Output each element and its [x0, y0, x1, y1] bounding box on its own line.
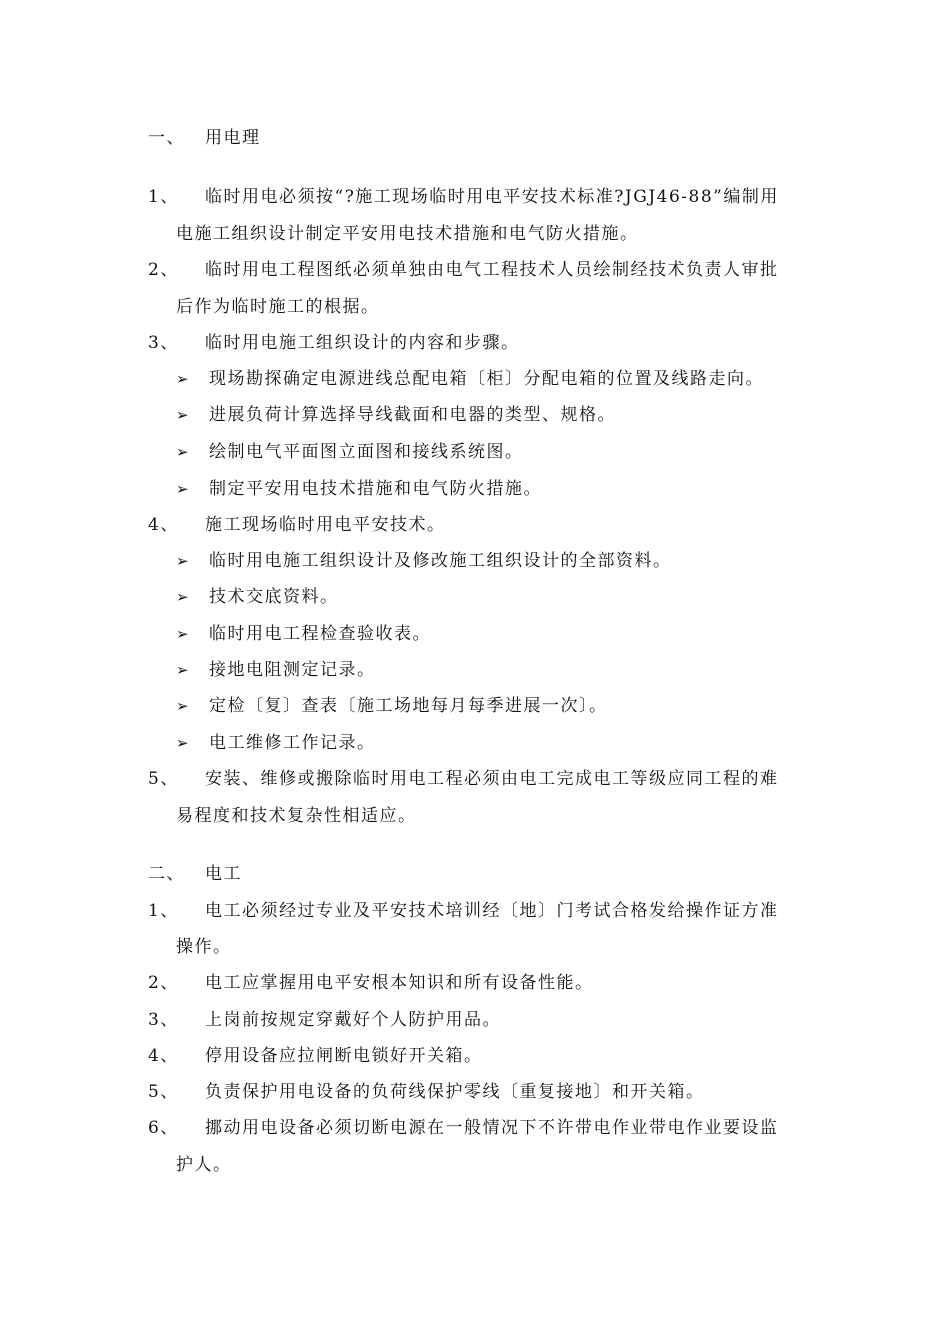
section-1-number: 一、	[148, 128, 185, 148]
arrow-bullet-icon: ➢	[176, 625, 191, 643]
item-text: 施工现场临时用电平安技术。	[205, 515, 446, 535]
arrow-bullet-icon: ➢	[176, 480, 191, 498]
bullet-text: 现场勘探确定电源进线总配电箱〔柜〕分配电箱的位置及线路走向。	[209, 369, 764, 389]
section-2-title: 电工	[205, 864, 242, 884]
arrow-bullet-icon: ➢	[176, 697, 191, 715]
item-number: 4、	[148, 1046, 179, 1066]
arrow-bullet-icon: ➢	[176, 370, 191, 388]
item-number: 5、	[148, 769, 179, 789]
arrow-bullet-icon: ➢	[176, 734, 191, 752]
bullet-text: 技术交底资料。	[209, 587, 339, 607]
item-number: 3、	[148, 333, 179, 353]
arrow-bullet-icon: ➢	[176, 552, 191, 570]
item-text: 易程度和技术复杂性相适应。	[176, 806, 417, 826]
item-text: 安装、维修或搬除临时用电工程必须由电工完成电工等级应同工程的难	[205, 769, 779, 789]
bullet-text: 临时用电施工组织设计及修改施工组织设计的全部资料。	[209, 551, 672, 571]
item-text: 停用设备应拉闸断电锁好开关箱。	[205, 1046, 483, 1066]
item-text: 电工必须经过专业及平安技术培训经〔地〕门考试合格发给操作证方准	[205, 901, 779, 921]
arrow-bullet-icon: ➢	[176, 588, 191, 606]
item-number: 5、	[148, 1082, 179, 1102]
item-text: 上岗前按规定穿戴好个人防护用品。	[205, 1010, 501, 1030]
arrow-bullet-icon: ➢	[176, 443, 191, 461]
bullet-text: 绘制电气平面图立面图和接线系统图。	[209, 442, 524, 462]
item-text: 挪动用电设备必须切断电源在一般情况下不许带电作业带电作业要设监	[205, 1118, 779, 1138]
item-text: 电施工组织设计制定平安用电技术措施和电气防火措施。	[176, 224, 639, 244]
item-text: 临时用电工程图纸必须单独由电气工程技术人员绘制经技术负责人审批	[205, 260, 779, 280]
item-text: 后作为临时施工的根据。	[176, 297, 380, 317]
item-text: 操作。	[176, 937, 232, 957]
bullet-text: 接地电阻测定记录。	[209, 660, 376, 680]
bullet-text: 制定平安用电技术措施和电气防火措施。	[209, 479, 542, 499]
section-1-title: 用电理	[205, 128, 261, 148]
item-text: 护人。	[176, 1155, 232, 1175]
arrow-bullet-icon: ➢	[176, 661, 191, 679]
bullet-text: 临时用电工程检查验收表。	[209, 624, 431, 644]
item-number: 1、	[148, 901, 179, 921]
item-text: 电工应掌握用电平安根本知识和所有设备性能。	[205, 973, 594, 993]
item-number: 3、	[148, 1010, 179, 1030]
bullet-text: 电工维修工作记录。	[209, 733, 376, 753]
item-text: 负责保护用电设备的负荷线保护零线〔重复接地〕和开关箱。	[205, 1082, 705, 1102]
item-text: 临时用电施工组织设计的内容和步骤。	[205, 333, 520, 353]
bullet-text: 进展负荷计算选择导线截面和电器的类型、规格。	[209, 405, 616, 425]
item-number: 1、	[148, 187, 179, 207]
item-text: 临时用电必须按“?施工现场临时用电平安技术标准?JGJ46-88”编制用	[205, 187, 779, 207]
arrow-bullet-icon: ➢	[176, 406, 191, 424]
section-2-number: 二、	[148, 864, 185, 884]
item-number: 2、	[148, 973, 179, 993]
item-number: 6、	[148, 1118, 179, 1138]
bullet-text: 定检〔复〕查表〔施工场地每月每季进展一次〕。	[209, 696, 608, 716]
item-number: 4、	[148, 515, 179, 535]
item-number: 2、	[148, 260, 179, 280]
